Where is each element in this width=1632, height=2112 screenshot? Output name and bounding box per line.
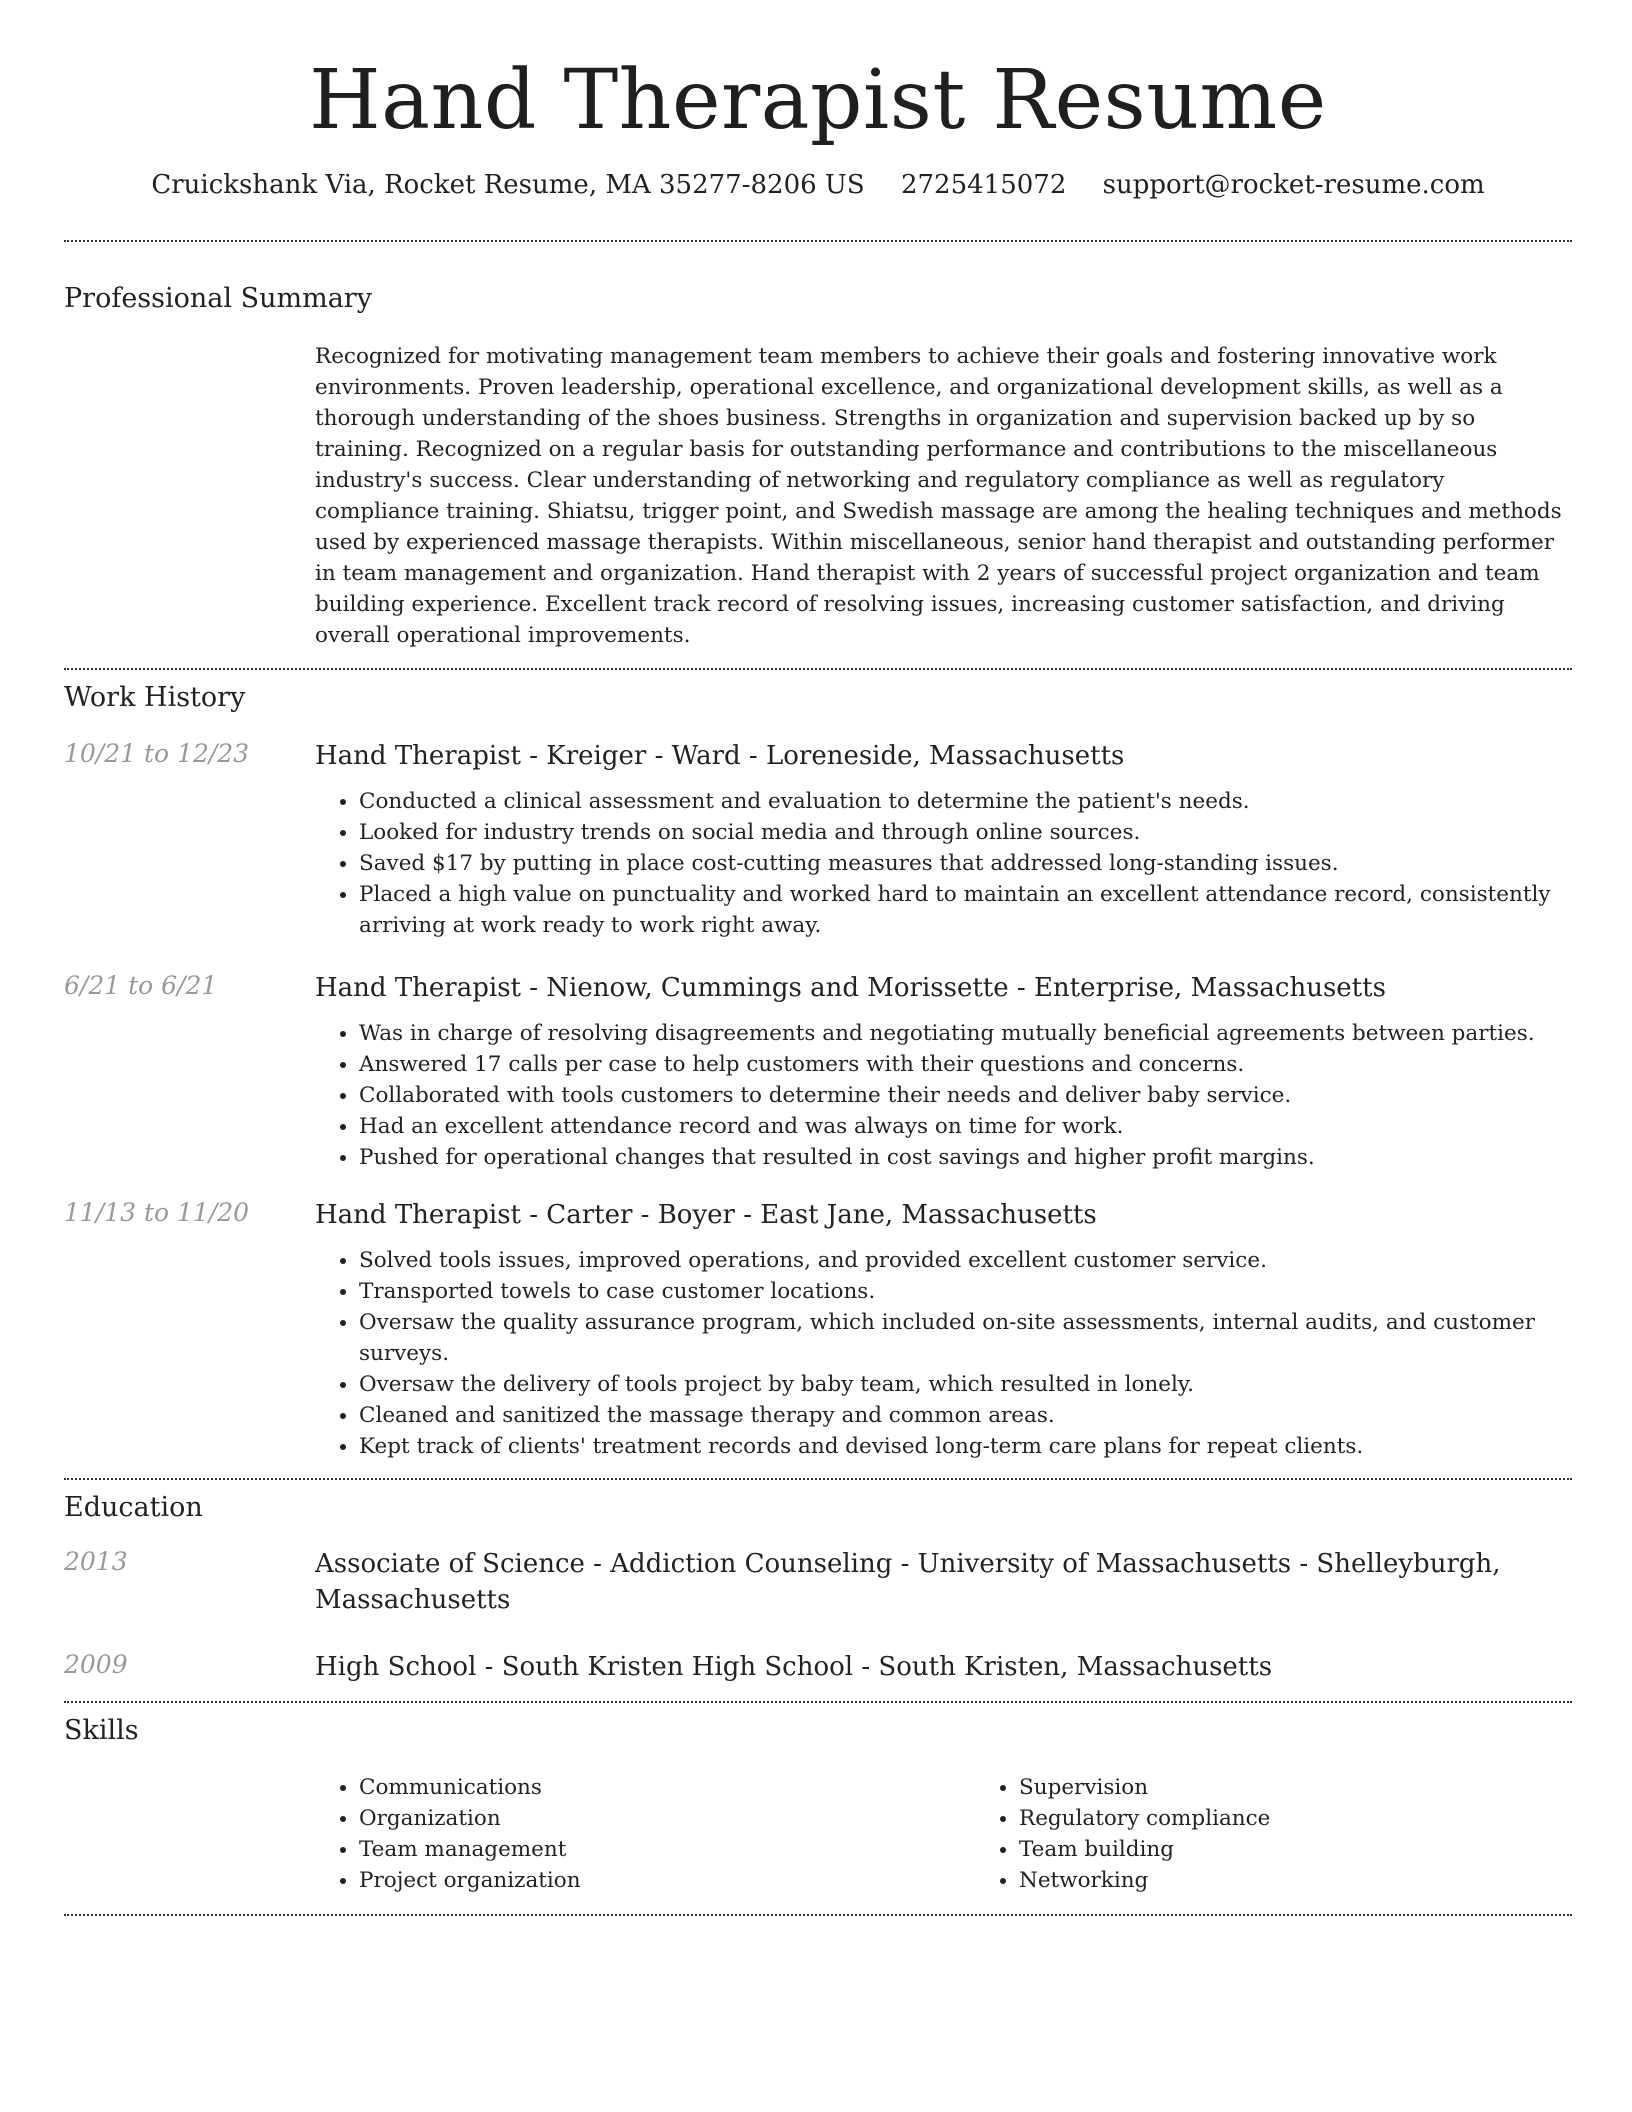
job-bullet: • Kept track of clients' treatment records and devised long-term care plans for repeat clients. [359, 1431, 1572, 1462]
job-entry [64, 971, 1572, 1173]
skills-section [64, 1715, 1572, 1896]
job-bullet: • Oversaw the delivery of tools project by baby team, which resulted in lonely. [359, 1369, 1572, 1400]
education-entry [64, 1547, 1572, 1617]
job-bullet: • Answered 17 calls per case to help customers with their questions and concerns. [359, 1049, 1572, 1080]
job-bullet: • Oversaw the quality assurance program, which included on-site assessments, internal audits, and customer surveys. [359, 1307, 1572, 1369]
education-entry [64, 1650, 1572, 1685]
job-bullet: • Pushed for operational changes that resulted in cost savings and higher profit margins. [359, 1142, 1572, 1173]
job-bullet: • Placed a high value on punctuality and worked hard to maintain an excellent attendance record, consistently arriving at work ready to work right away. [359, 879, 1572, 941]
divider [64, 1914, 1572, 1916]
contact-address: Cruickshank Via, Rocket Resume, MA 35277-8206 US [151, 170, 865, 201]
education-text: High School - South Kristen High School - South Kristen, Massachusetts [315, 1651, 1273, 1682]
skill-item: • Supervision [1019, 1772, 1632, 1803]
job-bullet: • Transported towels to case customer locations. [359, 1276, 1572, 1307]
section-title-education: Education [64, 1492, 203, 1524]
skill-item: • Team building [1019, 1834, 1632, 1865]
section-title-skills: Skills [64, 1714, 139, 1746]
section-title-work-history: Work History [64, 682, 246, 714]
contact-line [64, 170, 1572, 200]
skill-item: • Networking [1019, 1865, 1632, 1896]
job-bullet: • Cleaned and sanitized the massage therapy and common areas. [359, 1400, 1572, 1431]
resume-page [64, 0, 1572, 1916]
education-year: 2013 [64, 1547, 128, 1577]
divider [64, 240, 1572, 242]
job-bullet: • Had an excellent attendance record and was always on time for work. [359, 1111, 1572, 1142]
education-section [64, 1492, 1572, 1684]
section-title-summary: Professional Summary [64, 283, 372, 315]
job-bullet: • Conducted a clinical assessment and evaluation to determine the patient's needs. [359, 786, 1572, 817]
divider [64, 1701, 1572, 1703]
education-text: Associate of Science - Addiction Counseling - University of Massachusetts - Shelleyburgh, Massachusetts [315, 1549, 1501, 1615]
summary-section [64, 283, 1572, 651]
job-bullet: • Looked for industry trends on social media and through online sources. [359, 817, 1572, 848]
summary-text: Recognized for motivating management team members to achieve their goals and fostering innovative work environments. Proven leadership, operational excellence, and organizational development skills, as well as a thorough understanding of the shoes business. Strengths in organization and supervision backed up by so training. Recognized on a regular basis for outstanding performance and contributions to the miscellaneous industry's success. Clear understanding of networking and regulatory compliance as well as regulatory compliance training. Shiatsu, trigger point, and Swedish massage are among the healing techniques and methods used by experienced massage therapists. Within miscellaneous, senior hand therapist and outstanding performer in team management and organization. Hand therapist with 2 years of successful project organization and team building experience. Excellent track record of resolving issues, increasing customer satisfaction, and driving overall operational improvements. [315, 344, 1562, 649]
contact-email: support@rocket-resume.com [1102, 170, 1485, 201]
skills-list [315, 1772, 1632, 1896]
skill-item: • Organization [359, 1803, 975, 1834]
job-dates: 6/21 to 6/21 [64, 971, 218, 1001]
divider [64, 1478, 1572, 1480]
job-bullet: • Saved $17 by putting in place cost-cutting measures that addressed long-standing issues. [359, 848, 1572, 879]
skill-item: • Communications [359, 1772, 975, 1803]
education-year: 2009 [64, 1649, 128, 1679]
skill-item: • Project organization [359, 1865, 975, 1896]
divider [64, 668, 1572, 670]
job-title: Hand Therapist - Kreiger - Ward - Loreneside, Massachusetts [315, 741, 1125, 772]
skill-item: • Regulatory compliance [1019, 1803, 1632, 1834]
job-dates: 11/13 to 11/20 [64, 1198, 250, 1228]
job-title: Hand Therapist - Nienow, Cummings and Morissette - Enterprise, Massachusetts [315, 973, 1386, 1004]
job-bullet: • Collaborated with tools customers to determine their needs and deliver baby service. [359, 1080, 1572, 1111]
job-entry [64, 1198, 1572, 1462]
job-title: Hand Therapist - Carter - Boyer - East Jane, Massachusetts [315, 1200, 1097, 1231]
skill-item: • Team management [359, 1834, 975, 1865]
resume-title: Hand Therapist Resume [309, 53, 1327, 148]
work-history-section [64, 682, 1572, 1462]
job-entry [64, 739, 1572, 941]
job-bullet: • Was in charge of resolving disagreements and negotiating mutually beneficial agreements between parties. [359, 1018, 1572, 1049]
job-bullet: • Solved tools issues, improved operations, and provided excellent customer service. [359, 1245, 1572, 1276]
contact-phone: 2725415072 [900, 170, 1067, 201]
job-dates: 10/21 to 12/23 [64, 739, 250, 769]
